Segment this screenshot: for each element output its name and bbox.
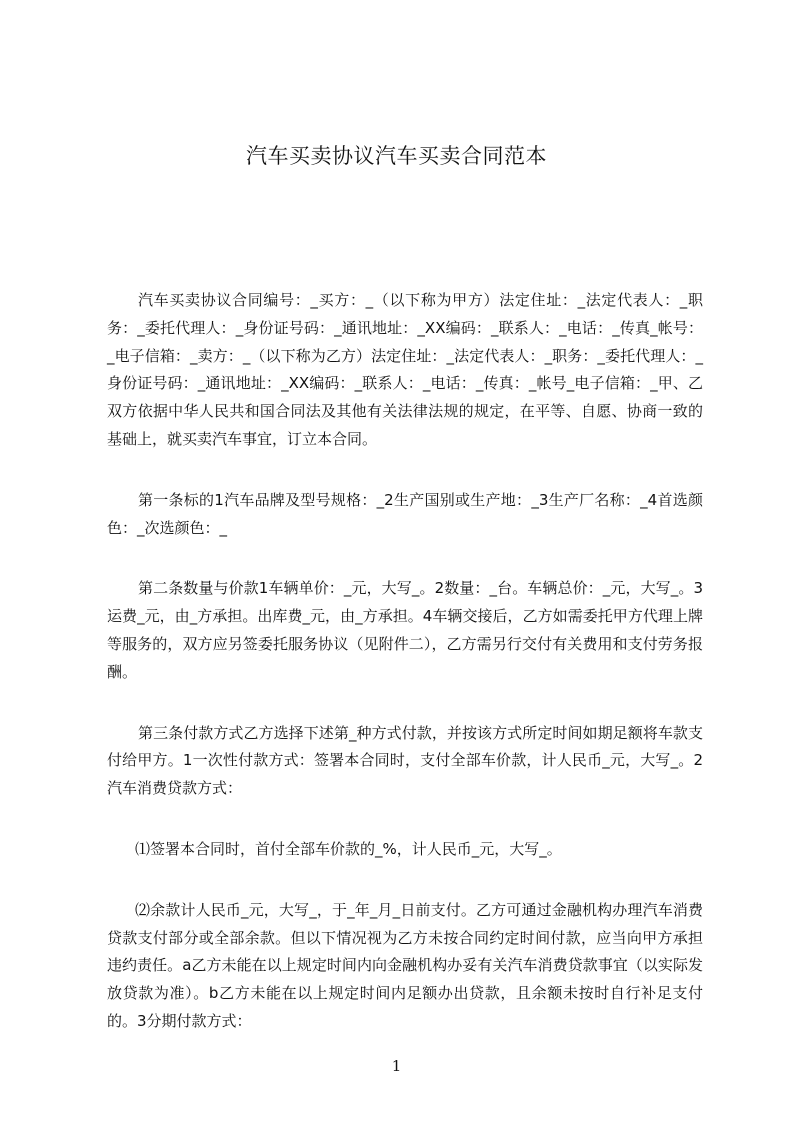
document-title: 汽车买卖协议汽车买卖合同范本 <box>246 144 547 168</box>
paragraph-clause-1: ⑴签署本合同时，首付全部车价款的_%，计人民币_元，大写_。 <box>135 839 562 858</box>
page-number: 1 <box>391 1057 402 1075</box>
paragraph-article-3: 第三条付款方式乙方选择下述第_种方式付款，并按该方式所定时间如期足额将车款支付给甲方。1一次性付款方式：签署本合同时，支付全部车价款，计人民币_元，大写_。2汽车消费贷款方式： <box>107 723 703 798</box>
paragraph-article-1: 第一条标的1汽车品牌及型号规格：_2生产国别或生产地：_3生产厂名称：_4首选颜色：_次选颜色：_ <box>107 490 703 537</box>
paragraph-clause-2: ⑵余款计人民币_元，大写_，于_年_月_日前支付。乙方可通过金融机构办理汽车消费贷款支付部分或全部余款。但以下情况视为乙方未按合同约定时间付款，应当向甲方承担违约责任。a乙方未能在以上规定时间内向金融机构办妥有关汽车消费贷款事宜（以实际发放贷款为准）。b乙方未能在以上规定时间内足额办出贷款，且余额未按时自行补足支付的。3分期付款方式： <box>107 900 703 1030</box>
paragraph-article-2: 第二条数量与价款1车辆单价：_元，大写_。2数量：_台。车辆总价：_元，大写_。3运费_元，由_方承担。出库费_元，由_方承担。4车辆交接后，乙方如需委托甲方代理上牌等服务的，双方应另签委托服务协议（见附件二），乙方需另行交付有关费用和支付劳务报酬。 <box>107 579 703 681</box>
paragraph-parties: 汽车买卖协议合同编号：_买方：_（以下称为甲方）法定住址：_法定代表人：_职务：_委托代理人：_身份证号码：_通讯地址：_XX编码：_联系人：_电话：_传真_帐号：_电子信箱：_卖方：_（以下称为乙方）法定住址：_法定代表人：_职务：_委托代理人：_身份证号码：_通讯地址：_XX编码：_联系人：_电话：_传真：_帐号_电子信箱：_甲、乙双方依据中华人民共和国合同法及其他有关法律法规的规定，在平等、自愿、协商一致的基础上，就买卖汽车事宜，订立本合同。 <box>107 291 703 448</box>
document-body <box>107 287 703 1069</box>
